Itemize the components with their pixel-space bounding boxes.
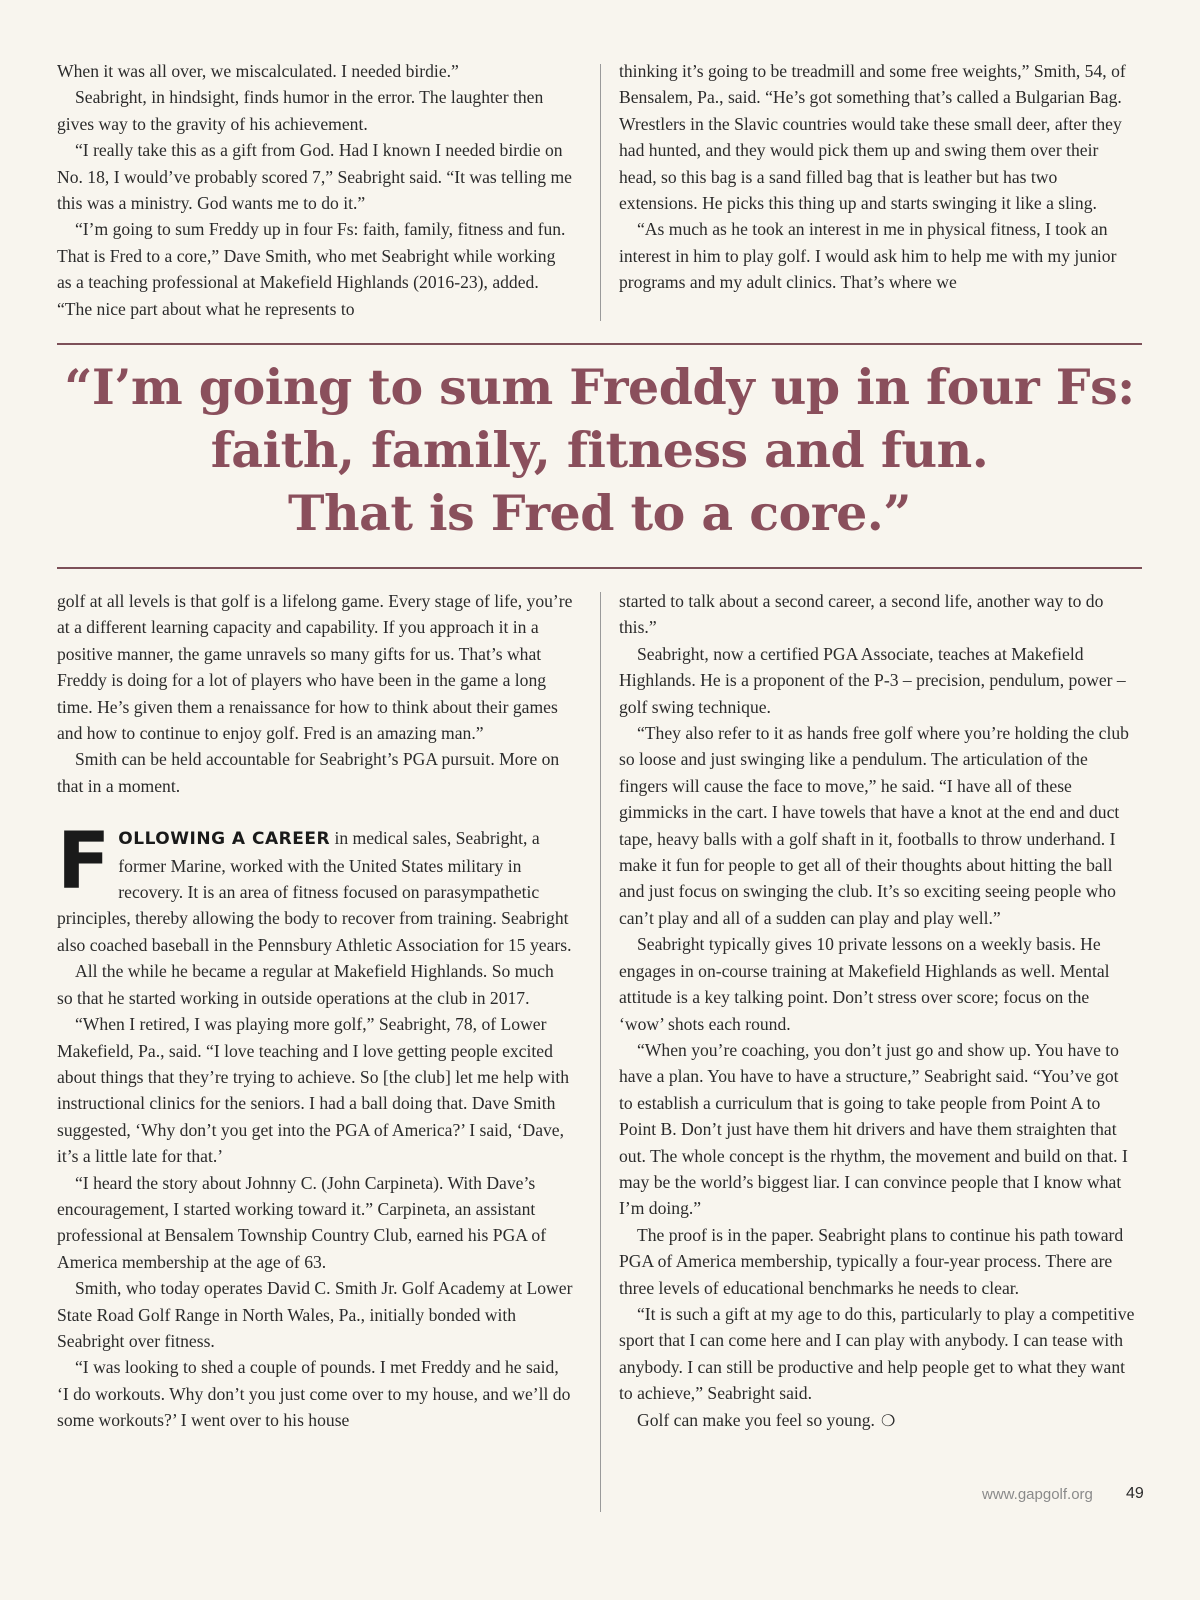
closing-paragraph <box>619 1407 1135 1434</box>
paragraph: “I’m going to sum Freddy up in four Fs: faith, family, fitness and fun. That is Fred to a core,” Dave Smith, who met Seabright while working as a teaching professional at Makefield Highlands (2016-23), added. “The nice part about what he represents to <box>57 219 566 319</box>
lead-in-text: in medical sales, Seabright, a former Marine, worked with the United States military in recovery. It is an area of fitness focused on parasympathetic principles, thereby allowing the body to recover from training. Seabright also coached baseball in the Pennsbury Athletic Association for 15 years. <box>57 828 572 955</box>
paragraph: thinking it’s going to be treadmill and some free weights,” Smith, 54, of Bensalem, Pa., said. “He’s got something that’s called a Bulgarian Bag. Wrestlers in the Slavic countries would take these small deer, after they had hunted, and they would pick them up and swing them over their head, so this bag is a sand filled bag that is leather but has two extensions. He picks this thing up and starts swinging it like a sling. <box>619 61 1126 214</box>
paragraph: “When you’re coaching, you don’t just go and show up. You have to have a plan. You have to have a structure,” Seabright said. “You’ve got to establish a curriculum that is going to take people from Point A to Point B. Don’t just have them hit drivers and have them straighten that out. The whole concept is the rhythm, the movement and build on that. I may be the world’s biggest liar. I can convince people that I know what I’m doing.” <box>619 1039 1128 1219</box>
paragraph: All the while he became a regular at Makefield Highlands. So much so that he started working in outside operations at the club in 2017. <box>57 961 554 1008</box>
paragraph: Smith can be held accountable for Seabright’s PGA pursuit. More on that in a moment. <box>57 749 560 796</box>
article-column-bottom-left <box>57 588 573 1434</box>
paragraph: Seabright typically gives 10 private lessons on a weekly basis. He engages in on-course training at Makefield Highlands as well. Mental attitude is a key talking point. Don’t stress over score; focus on the ‘wow’ shots each round. <box>619 934 1110 1034</box>
paragraph: Smith, who today operates David C. Smith Jr. Golf Academy at Lower State Road Golf Range in North Wales, Pa., initially bonded with Seabright over fitness. <box>57 1278 573 1351</box>
paragraph: “I was looking to shed a couple of pounds. I met Freddy and he said, ‘I do workouts. Why don’t you just come over to my house, and we’ll do some workouts?’ I went over to his house <box>57 1357 571 1431</box>
paragraph: started to talk about a second career, a second life, another way to do this.” <box>619 591 1104 638</box>
paragraph: golf at all levels is that golf is a lifelong game. Every stage of life, you’re at a different learning capacity and capability. If you approach it in a positive manner, the game unravels so many gifts for us. That’s what Freddy is doing for a lot of players who have been in the game a long time. He’s given them a renaissance for how to think about their games and how to continue to enjoy golf. Fred is an amazing man.” <box>57 591 573 744</box>
paragraph: When it was all over, we miscalculated. I needed birdie.” <box>57 61 459 81</box>
closing-text: Golf can make you feel so young. <box>637 1409 875 1430</box>
pull-quote-rule-bottom <box>57 567 1142 569</box>
drop-cap: F <box>57 817 111 908</box>
paragraph: The proof is in the paper. Seabright plans to continue his path toward PGA of America membership, typically a four-year process. There are three levels of educational benchmarks he needs to clear. <box>619 1224 1124 1298</box>
paragraph: Seabright, now a certified PGA Associate, teaches at Makefield Highlands. He is a proponent of the P-3 – precision, pendulum, power – golf swing technique. <box>619 643 1126 717</box>
paragraph: “As much as he took an interest in me in physical fitness, I took an interest in him to play golf. I would ask him to help me with my junior programs and my adult clinics. That’s where we <box>619 219 1117 293</box>
pull-quote-line: That is Fred to a core.” <box>288 484 911 542</box>
lead-in-caps: OLLOWING A CAREER <box>118 829 331 850</box>
column-divider <box>600 64 601 321</box>
paragraph: “I really take this as a gift from God. Had I known I needed birdie on No. 18, I would’ve probably scored 7,” Seabright said. “It was telling me this was a ministry. God wants me to do it.” <box>57 140 572 214</box>
paragraph: “It is such a gift at my age to do this, particularly to play a competitive sport that I can come here and I can play with anybody. I can tease with anybody. I can still be productive and help people get to what they want to achieve,” Seabright said. <box>619 1303 1135 1404</box>
article-column-top-right <box>619 58 1135 296</box>
article-column-bottom-right <box>619 588 1135 1434</box>
footer-url: www.gapgolf.org <box>982 1486 1093 1503</box>
end-mark-icon: ❍ <box>880 1410 896 1430</box>
pull-quote-rule-top <box>57 343 1142 345</box>
pull-quote-line: “I’m going to sum Freddy up in four Fs: <box>64 358 1135 416</box>
column-divider <box>600 592 601 1512</box>
section-lead-paragraph <box>57 817 573 958</box>
paragraph: Seabright, in hindsight, finds humor in the error. The laughter then gives way to the gravity of his achievement. <box>57 87 544 134</box>
paragraph: “When I retired, I was playing more golf,” Seabright, 78, of Lower Makefield, Pa., said. “I love teaching and I love getting people excited about things that they’re trying to achieve. So [the club] let me help with instructional clinics for the seniors. I had a ball doing that. Dave Smith suggested, ‘Why don’t you get into the PGA of America?’ I said, ‘Dave, it’s a little late for that.’ <box>57 1014 570 1167</box>
pull-quote-line: faith, family, fitness and fun. <box>210 421 989 479</box>
pull-quote <box>57 356 1142 545</box>
paragraph: “I heard the story about Johnny C. (John Carpineta). With Dave’s encouragement, I started working toward it.” Carpineta, an assistant professional at Bensalem Township Country Club, earned his PGA of America membership at the age of 63. <box>57 1172 547 1272</box>
page-number: 49 <box>1126 1485 1144 1502</box>
paragraph: “They also refer to it as hands free golf where you’re holding the club so loose and just swinging like a pendulum. The articulation of the fingers will cause the face to move,” he said. “I have all of these gimmicks in the cart. I have towels that have a knot at the end and duct tape, heavy balls with a golf shaft in it, footballs to throw underhand. I make it fun for people to get all of their thoughts about hitting the ball and just focus on swinging the club. It’s so exciting seeing people who can’t play and all of a sudden can play and play well.” <box>619 723 1129 928</box>
article-column-top-left <box>57 58 573 322</box>
